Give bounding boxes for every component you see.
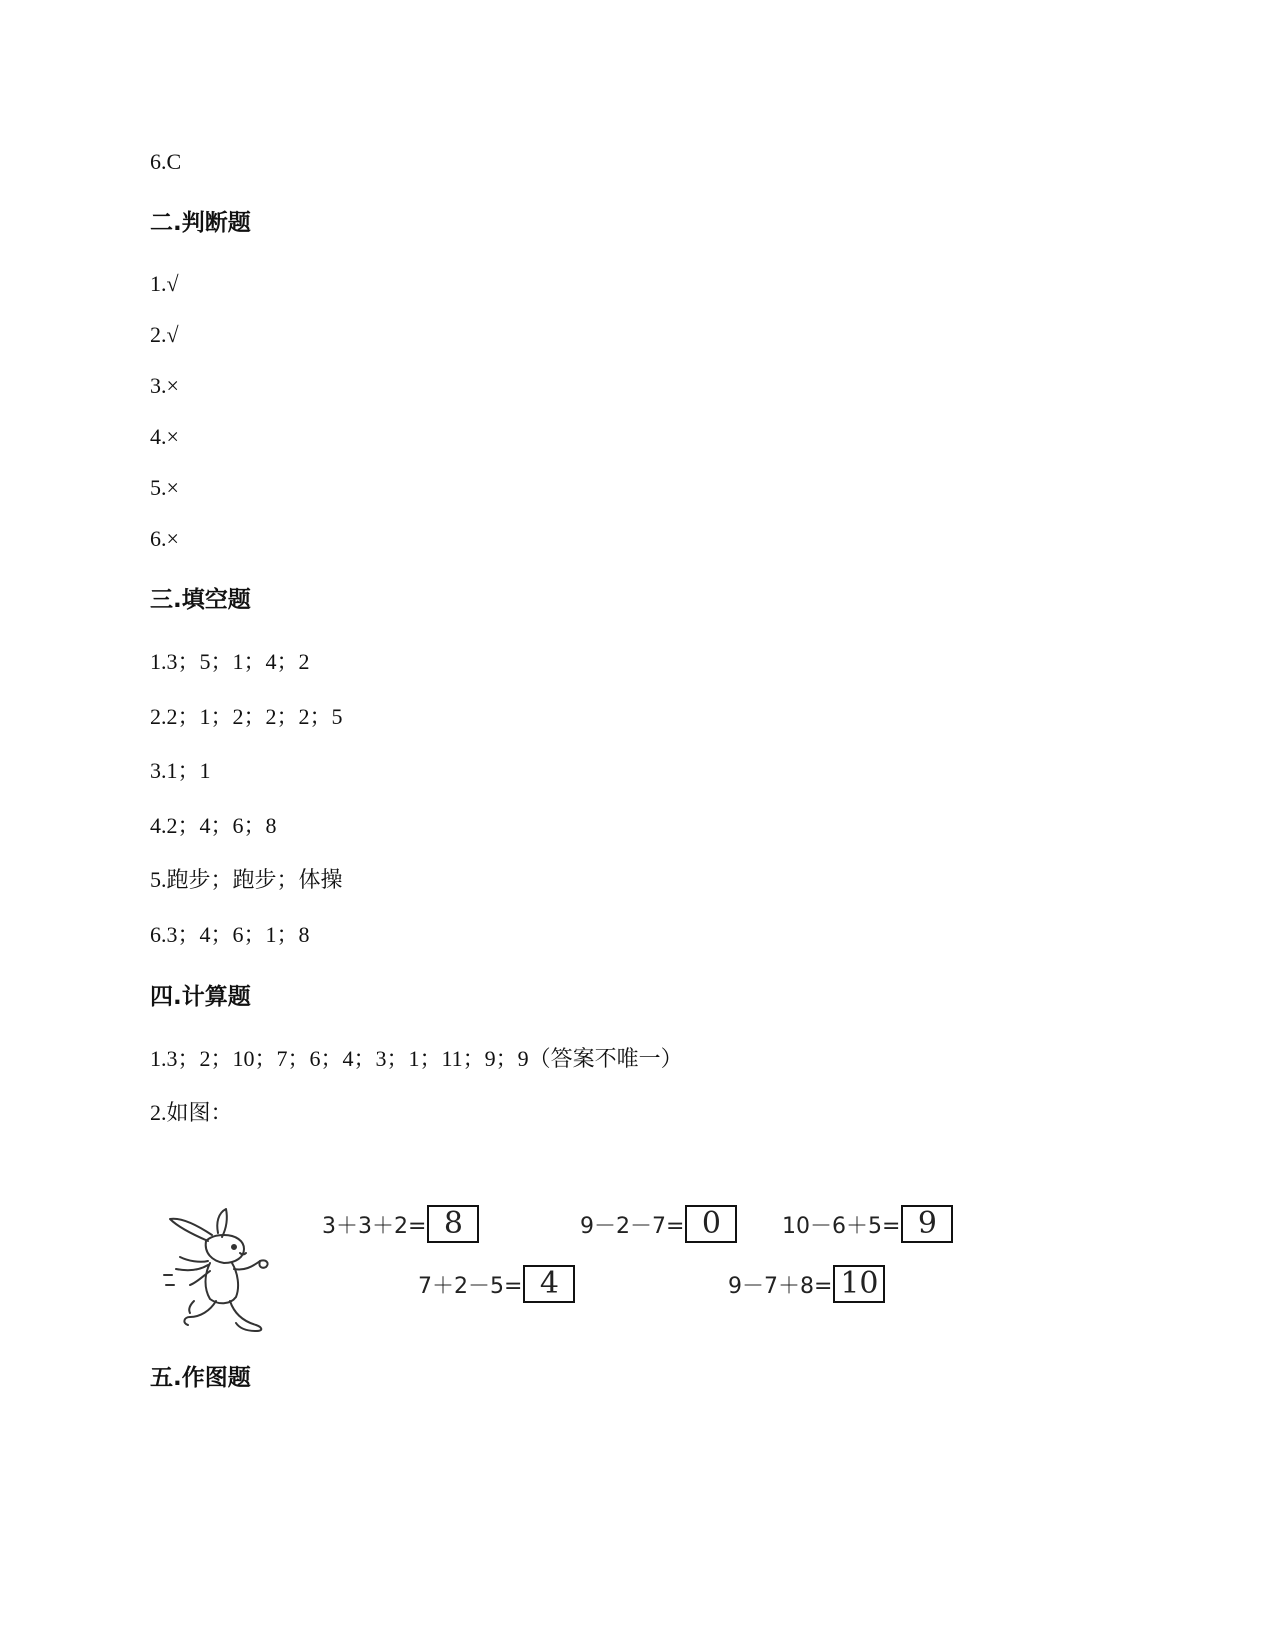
section-heading-calculation: 四.计算题 xyxy=(150,984,251,1010)
answer-box: 4 xyxy=(523,1265,575,1303)
answer-line: 1.√ xyxy=(150,271,179,296)
answer-box: 9 xyxy=(901,1205,953,1243)
section-heading-fill-blank: 三.填空题 xyxy=(150,587,251,613)
answer-box: 10 xyxy=(833,1265,885,1303)
equation-expression: 3＋3＋2= xyxy=(322,1213,427,1239)
equation-expression: 9－2－7= xyxy=(580,1213,685,1239)
answer-line: 2.√ xyxy=(150,322,179,347)
answer-line: 3.× xyxy=(150,373,179,398)
answer-line: 4.2；4；6；8 xyxy=(150,813,277,838)
answer-line: 5.× xyxy=(150,475,179,500)
equation-expression: 9－7＋8= xyxy=(728,1273,833,1299)
equation xyxy=(728,1265,885,1303)
answer-line: 3.1；1 xyxy=(150,758,211,783)
answer-line: 4.× xyxy=(150,424,179,449)
answer-line: 2.如图： xyxy=(150,1100,233,1125)
equation xyxy=(782,1205,953,1243)
section-heading-judgment: 二.判断题 xyxy=(150,210,251,236)
answer-box: 0 xyxy=(685,1205,737,1243)
answer-line: 6.3；4；6；1；8 xyxy=(150,922,310,947)
equation-expression: 10－6＋5= xyxy=(782,1213,901,1239)
answer-line: 1.3；5；1；4；2 xyxy=(150,649,310,674)
answer-line: 6.C xyxy=(150,149,182,174)
equation-expression: 7＋2－5= xyxy=(418,1273,523,1299)
answer-line: 2.2；1；2；2；2；5 xyxy=(150,704,343,729)
answer-box: 8 xyxy=(427,1205,479,1243)
answer-line: 1.3；2；10；7；6；4；3；1；11；9；9（答案不唯一） xyxy=(150,1046,683,1071)
equation xyxy=(580,1205,737,1243)
answer-line: 6.× xyxy=(150,526,179,551)
equation xyxy=(322,1205,479,1243)
section-heading-drawing: 五.作图题 xyxy=(150,1365,251,1391)
running-rabbit-icon xyxy=(160,1205,285,1335)
answer-figure xyxy=(150,1205,1000,1355)
answer-line: 5.跑步；跑步；体操 xyxy=(150,867,343,892)
equation xyxy=(418,1265,575,1303)
